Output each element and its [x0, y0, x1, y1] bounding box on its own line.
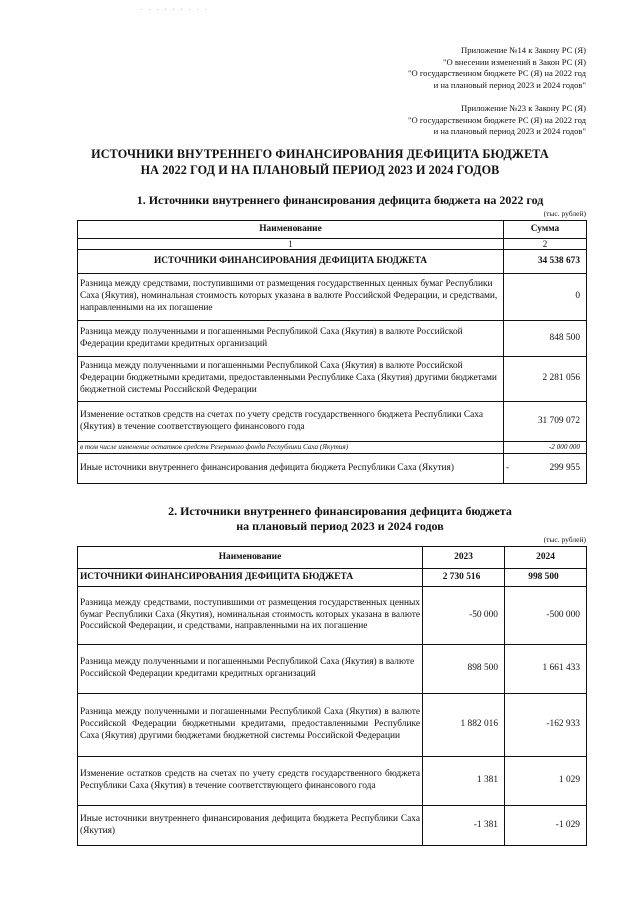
signed-amount	[506, 463, 584, 475]
row-sum: 31 709 072	[504, 402, 587, 442]
appendix-line: "О внесении изменений в Закон РС (Я)	[442, 56, 586, 67]
row-name: Изменение остатков средств на счетах по учету средств государственного бюджета Республики Саха (Якутия) в течение соответствующего финансового года	[78, 757, 423, 806]
header-sum: Сумма	[504, 221, 587, 239]
table-row	[78, 274, 587, 321]
title-line: на плановый период 2023 и 2024 годов	[236, 519, 444, 533]
row-name: ИСТОЧНИКИ ФИНАНСИРОВАНИЯ ДЕФИЦИТА БЮДЖЕТА	[78, 250, 504, 274]
table-row	[78, 321, 587, 357]
row-name: в том числе изменение остатков средств Резервного фонда Республики Саха (Якутия)	[78, 442, 504, 454]
appendix-note-23	[408, 103, 586, 138]
column-number: 1	[78, 239, 504, 250]
appendix-line: Приложение №23 к Закону РС (Я)	[461, 103, 586, 113]
document-title	[0, 147, 640, 178]
row-sum: 2 281 056	[504, 357, 587, 402]
title-line: 2. Источники внутреннего финансирования дефицита бюджета	[168, 504, 512, 518]
row-name: Разница между полученными и погашенными Республикой Саха (Якутия) в валюте Российской Федерации бюджетными кредитами, предоставленными Республике Саха (Якутия) другими бюджетами бюджетной системы Российской Федерации	[78, 694, 423, 757]
table-row	[78, 454, 587, 484]
row-2023: 898 500	[423, 645, 505, 694]
table-header-row	[78, 547, 587, 569]
table-number-row	[78, 239, 587, 250]
row-name: Разница между полученными и погашенными Республикой Саха (Якутия) в валюте Российской Федерации кредитами кредитных организаций	[78, 321, 504, 357]
table-header-row	[78, 221, 587, 239]
header-name: Наименование	[78, 547, 423, 569]
appendix-line: Приложение №14 к Закону РС (Я)	[461, 45, 586, 55]
row-name: Изменение остатков средств на счетах по учету средств государственного бюджета Республики Саха (Якутия) в течение соответствующего финансового года	[78, 402, 504, 442]
row-name: Разница между полученными и погашенными Республикой Саха (Якутия) в валюте Российской Федерации кредитами кредитных организаций	[78, 645, 423, 694]
appendix-note-14	[408, 45, 586, 91]
table-row	[78, 694, 587, 757]
row-2024: -162 933	[505, 694, 587, 757]
row-sum: 299 955	[549, 462, 580, 473]
row-2023: 1 381	[423, 757, 505, 806]
table-row	[78, 645, 587, 694]
row-2024: -500 000	[505, 587, 587, 645]
section2-table	[77, 546, 587, 846]
table-row-subitem	[78, 442, 587, 454]
row-name: Разница между полученными и погашенными Республикой Саха (Якутия) в валюте Российской Федерации бюджетными кредитами, предоставленными Республике Саха (Якутия) другими бюджетами бюджетной системы Российской Федерации	[78, 357, 504, 402]
row-2023: -50 000	[423, 587, 505, 645]
row-2023: 2 730 516	[423, 569, 505, 587]
section1-units: (тыс. рублей)	[543, 209, 586, 218]
section2-title	[20, 504, 640, 534]
row-2024: 1 029	[505, 757, 587, 806]
table-row-total	[78, 569, 587, 587]
title-line: ИСТОЧНИКИ ВНУТРЕННЕГО ФИНАНСИРОВАНИЯ ДЕФИЦИТА БЮДЖЕТА	[91, 147, 549, 161]
table-row	[78, 357, 587, 402]
appendix-line: "О государственном бюджете РС (Я) на 2022 год	[407, 68, 586, 79]
scan-artifact: · · · · · · · · ·	[140, 6, 209, 14]
minus-sign: -	[506, 462, 510, 473]
appendix-line: и на плановый период 2023 и 2024 годов"	[433, 79, 586, 90]
appendix-line: и на плановый период 2023 и 2024 годов"	[433, 126, 586, 137]
row-sum: 34 538 673	[504, 250, 587, 274]
row-2024: 998 500	[505, 569, 587, 587]
table-row	[78, 757, 587, 806]
table-row-total	[78, 250, 587, 274]
row-name: Разница между средствами, поступившими от размещения государственных ценных бумаг Республики Саха (Якутия), номинальная стоимость которых указана в валюте Российской Федерации, и средствами, направленными на их погашение	[78, 274, 504, 321]
row-sum: -2 000 000	[504, 442, 587, 454]
row-name: Иные источники внутреннего финансирования дефицита бюджета Республики Саха (Якутия)	[78, 454, 504, 484]
row-name: ИСТОЧНИКИ ФИНАНСИРОВАНИЯ ДЕФИЦИТА БЮДЖЕТА	[78, 569, 423, 587]
row-name: Разница между средствами, поступившими от размещения государственных ценных бумаг Республики Саха (Якутия), номинальная стоимость которых указана в валюте Российской Федерации, и средствами, направленными на их погашение	[78, 587, 423, 645]
appendix-line: "О государственном бюджете РС (Я) на 2022 год	[407, 114, 586, 125]
section1-table	[77, 220, 587, 484]
header-name: Наименование	[78, 221, 504, 239]
row-sum: 848 500	[504, 321, 587, 357]
table-row	[78, 806, 587, 846]
header-2023: 2023	[423, 547, 505, 569]
section1-title: 1. Источники внутреннего финансирования дефицита бюджета на 2022 год	[136, 193, 544, 207]
table-row	[78, 402, 587, 442]
table-row	[78, 587, 587, 645]
row-2023: 1 882 016	[423, 694, 505, 757]
row-2024: -1 029	[505, 806, 587, 846]
row-sum: 0	[504, 274, 587, 321]
row-2024: 1 661 433	[505, 645, 587, 694]
header-2024: 2024	[505, 547, 587, 569]
section2-units: (тыс. рублей)	[543, 535, 586, 544]
row-2023: -1 381	[423, 806, 505, 846]
title-line: НА 2022 ГОД И НА ПЛАНОВЫЙ ПЕРИОД 2023 И 2024 ГОДОВ	[140, 162, 500, 177]
row-name: Иные источники внутреннего финансирования дефицита бюджета Республики Саха (Якутия)	[78, 806, 423, 846]
row-sum-cell	[504, 454, 587, 484]
column-number: 2	[504, 239, 587, 250]
